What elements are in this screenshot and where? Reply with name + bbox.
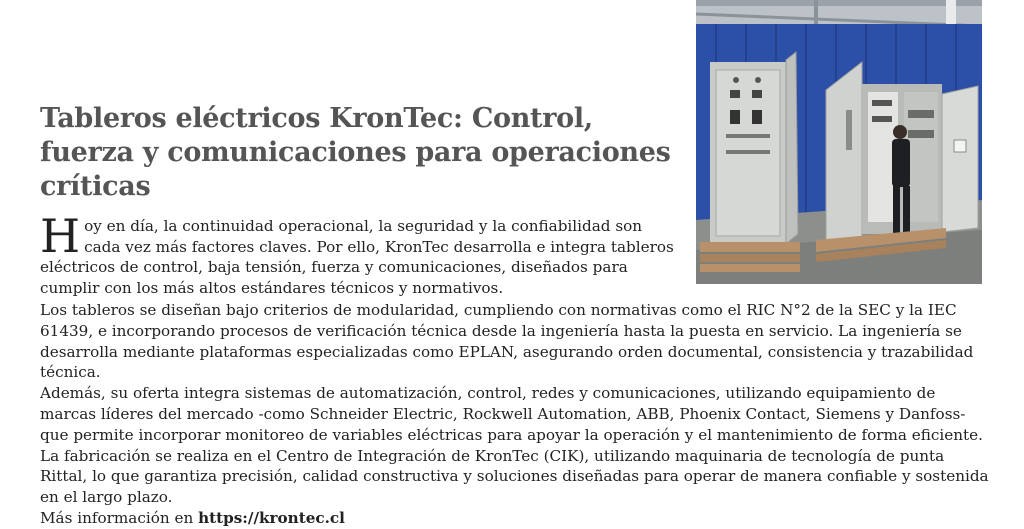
paragraph: Además, su oferta integra sistemas de automatización, control, redes y comunicaciones, utilizando equipamiento de marcas líderes del mercado -como Schneider Electric, Rockwell Automation, ABB, Phoenix Contact, Siemens y Danfoss- que permite incorporar monitoreo de variables eléctricas para apoyar la operación y el mantenimiento de forma eficiente. <box>40 384 983 444</box>
paragraph: Los tableros se diseñan bajo criterios de modularidad, cumpliendo con normativas como el RIC N°2 de la SEC y la IEC 61439, e incorporando procesos de verificación técnica desde la ingeniería hasta la puesta en servicio. La ingeniería se desarrolla mediante plataformas especializadas como EPLAN, asegurando orden documental, consistencia y trazabilidad técnica. <box>40 301 974 382</box>
website-link[interactable]: https://krontec.cl <box>198 508 345 527</box>
more-info-line <box>40 508 990 529</box>
article-title: Tableros eléctricos KronTec: Control, fuerza y comunicaciones para operaciones críticas <box>40 103 671 202</box>
intro-dropcap: H <box>40 209 81 263</box>
paragraph: La fabricación se realiza en el Centro de Integración de KronTec (CIK), utilizando maquinaria de tecnología de punta Rittal, lo que garantiza precisión, calidad constructiva y soluciones diseñadas para operar de manera confiable y sostenida en el largo plazo. <box>40 446 989 507</box>
more-info-prefix: Más información en <box>40 508 194 527</box>
intro-text: oy en día, la continuidad operacional, la seguridad y la confiabilidad son cada vez más factores claves. Por ello, KronTec desarrolla e integra tableros eléctricos de control, baja tensión, fuerza y comunicaciones, diseñados para cumplir con los más altos estándares técnicos y normativos. <box>40 217 674 297</box>
article-body <box>40 300 990 529</box>
article-intro <box>40 209 680 298</box>
electrical-panels-photo <box>696 0 982 284</box>
